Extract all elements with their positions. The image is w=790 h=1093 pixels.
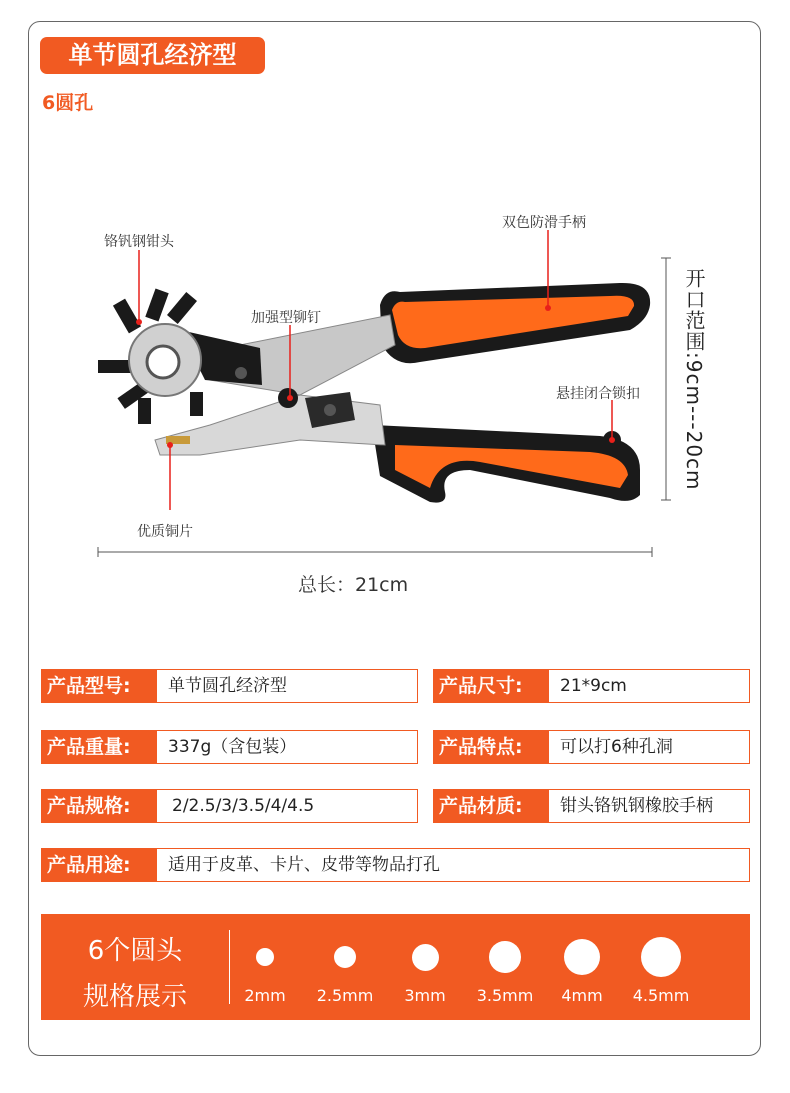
hole-circle-2mm <box>256 948 274 966</box>
spec-key: 产品材质: <box>434 790 549 822</box>
spec-row-feature <box>433 730 750 764</box>
spec-key: 产品特点: <box>434 731 549 763</box>
spec-row-usage <box>41 848 750 882</box>
spec-key: 产品用途: <box>42 849 157 881</box>
spec-value: 2/2.5/3/3.5/4/4.5 <box>172 796 315 816</box>
total-length-label: 总长：21cm <box>298 574 409 596</box>
rotary-turret <box>98 289 203 424</box>
spec-key: 产品规格: <box>42 790 157 822</box>
spec-row-material <box>433 789 750 823</box>
spec-value: 337g（含包装） <box>168 737 297 757</box>
page-title: 单节圆孔经济型 <box>40 37 265 74</box>
hole-circle-3mm <box>412 944 439 971</box>
callout-handle: 双色防滑手柄 <box>502 215 586 231</box>
hole-circle-4.5mm <box>641 937 682 978</box>
spec-key: 产品型号: <box>42 670 157 702</box>
hole-panel-title-line2: 规格展示 <box>82 982 187 1012</box>
spec-row-weight <box>41 730 418 764</box>
hole-circle-3.5mm <box>489 941 521 973</box>
spec-value: 钳头铬钒钢橡胶手柄 <box>560 796 713 816</box>
spec-row-model <box>41 669 418 703</box>
callout-copper: 优质铜片 <box>137 524 193 540</box>
spec-value: 21*9cm <box>560 676 627 696</box>
spec-key: 产品重量: <box>42 731 157 763</box>
spec-value: 单节圆孔经济型 <box>168 676 287 696</box>
spec-value: 适用于皮革、卡片、皮带等物品打孔 <box>168 855 440 875</box>
callout-head: 铬钒钢钳头 <box>104 234 174 250</box>
spec-key: 产品尺寸: <box>434 670 549 702</box>
hole-label: 3.5mm <box>476 986 534 1005</box>
hole-circle-2.5mm <box>334 946 357 969</box>
spec-row-spec <box>41 789 418 823</box>
hole-label: 2.5mm <box>316 986 374 1005</box>
hole-label: 4mm <box>561 986 603 1005</box>
hole-circle-4mm <box>564 939 600 975</box>
hole-label: 2mm <box>244 986 286 1005</box>
spec-value: 可以打6种孔洞 <box>560 737 673 757</box>
callout-lock: 悬挂闭合锁扣 <box>556 386 640 402</box>
hole-label: 3mm <box>404 986 446 1005</box>
hole-panel-title-line1: 6个圆头 <box>87 936 183 966</box>
spec-row-size <box>433 669 750 703</box>
hole-size-panel <box>41 914 750 1020</box>
hole-label: 4.5mm <box>632 986 690 1005</box>
page-subtitle: 6圆孔 <box>42 92 94 114</box>
opening-range-label: 开口范围:9cm---20cm <box>682 268 706 491</box>
callout-rivet: 加强型铆钉 <box>251 310 321 326</box>
